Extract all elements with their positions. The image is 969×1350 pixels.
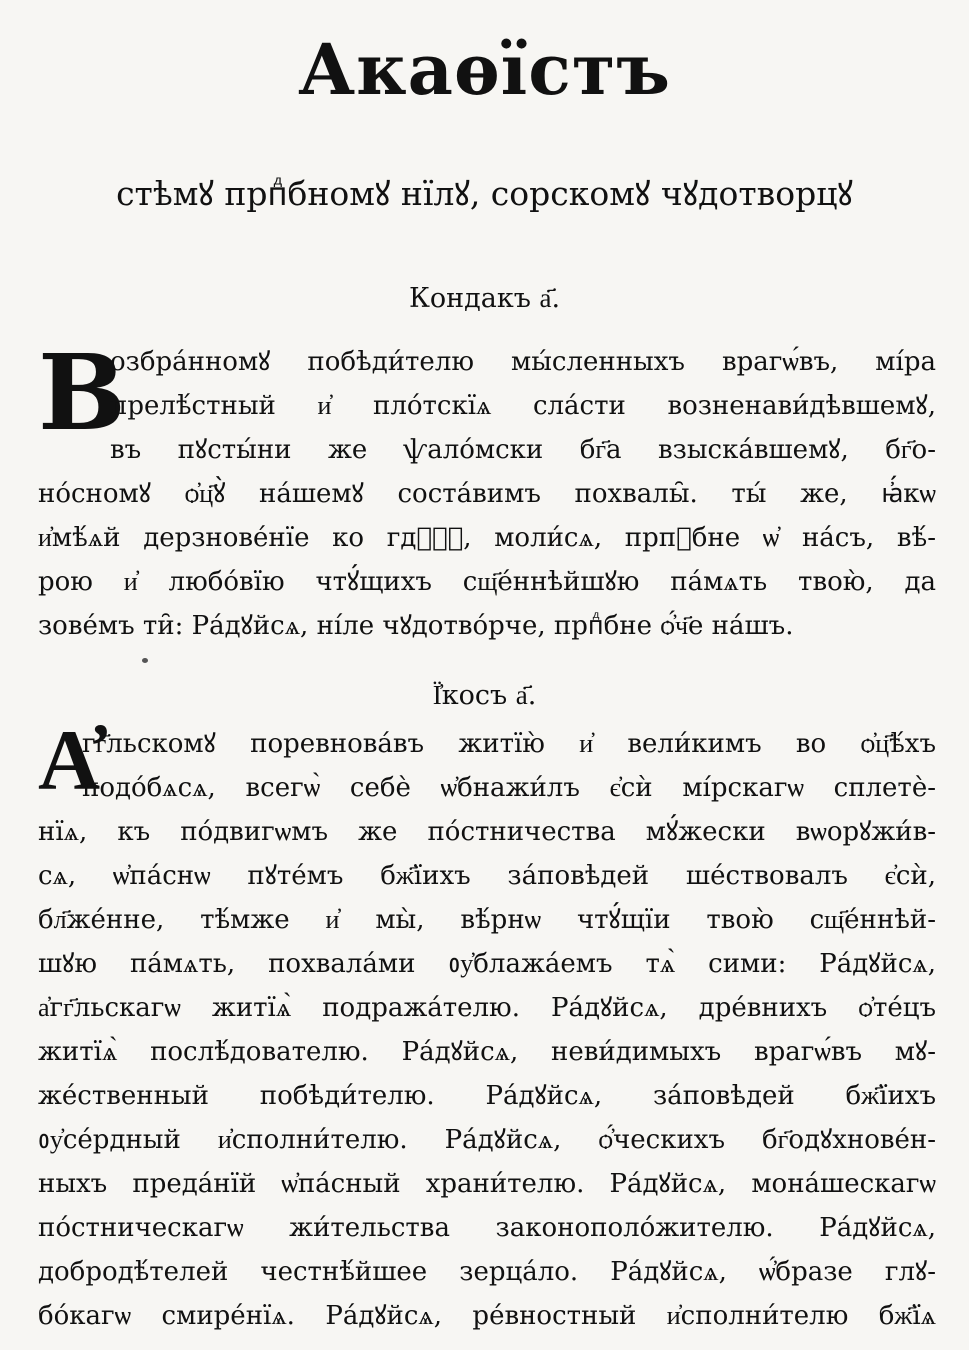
- ikos-text: [38, 722, 936, 1338]
- ikos-line: подо́бѧсѧ, всегѡ̀ себѐ ѡ҆бнажи́лъ є҆сѝ мі́рскагѡ сплетѐ-: [82, 773, 936, 803]
- ikos-line: шꙋю па́мѧть, похвала́ми ᲂу҆блажа́емъ тѧ̀ сими: Ра́дꙋйсѧ,: [38, 949, 936, 979]
- ikos-line: а҆гг҃льскагѡ житїѧ̀ подража́телю. Ра́дꙋйсѧ, дре́внихъ ѻ҆те́цъ: [38, 993, 936, 1023]
- kondak-line: озбра́нномꙋ побѣди́телю мы́сленныхъ врагѡ́въ, мі́ра: [110, 347, 936, 377]
- kondak-line: зове́мъ ти̑: Ра́дꙋйсѧ, ні́ле чꙋдотво́рче, прпⷣбне ѻ҆́ч҃е на́шъ.: [38, 611, 794, 641]
- ikos-heading: Ї҆косъ а҃.: [432, 680, 537, 711]
- page-title: Акаѳїстъ: [298, 28, 671, 111]
- ikos-line: нїѧ, къ по́двигѡмъ же по́стничества мꙋ́жески вѡорꙋжи́в-: [38, 817, 936, 847]
- kondak-line: но́сномꙋ ѻ҆ц҃ꙋ̀ на́шемꙋ соста́вимъ похвалы̑. ты́ же, ꙗ҆́кѡ: [38, 479, 936, 509]
- ikos-line: по́стническагѡ жи́тельства законополо́жителю. Ра́дꙋйсѧ,: [38, 1213, 936, 1243]
- page-subtitle: стѣмꙋ прпⷣбномꙋ нїлꙋ, сорскомꙋ чꙋдотворцꙋ: [116, 174, 853, 213]
- ikos-line: житїѧ̀ послѣ́дователю. Ра́дꙋйсѧ, неви́димыхъ врагѡ́въ мꙋ-: [38, 1037, 936, 1067]
- ikos-line: ᲂу҆се́рдный и҆сполни́телю. Ра́дꙋйсѧ, ѻ҆́ческихъ бг҃одꙋхнове́н-: [38, 1125, 936, 1155]
- kondak-line: рою и҆ любо́вїю чтꙋ́щихъ сщ҃е́ннѣйшꙋю па́мѧть твою̀, да: [38, 567, 936, 597]
- ikos-line: бо́кагѡ смире́нїѧ. Ра́дꙋйсѧ, ре́вностный и҆сполни́телю бж҃їѧ: [38, 1301, 936, 1331]
- kondak-line: прелѣ́стный и҆ пло́тскїѧ сла́сти возненави́дѣвшемꙋ,: [110, 391, 936, 421]
- ikos-line: же́ственный побѣди́телю. Ра́дꙋйсѧ, за́повѣдей бж҃їихъ: [38, 1081, 936, 1111]
- kondak-heading: Кондакъ а҃.: [408, 283, 561, 314]
- ikos-line: бл҃же́нне, тѣ́мже и҆ мы̀, вѣ́рнѡ чтꙋ́щїи твою̀ сщ҃е́ннѣй-: [38, 905, 936, 935]
- ikos-line: добродѣ́телей честнѣ́йшее зерца́ло. Ра́дꙋйсѧ, ѡ҆́бразе глꙋ-: [38, 1257, 936, 1287]
- kondak-drop-cap: В: [38, 331, 126, 454]
- ikos-line: ныхъ преда́нїй ѡ҆па́сный храни́телю. Ра́дꙋйсѧ, мона́шескагѡ: [38, 1169, 936, 1199]
- ink-speck: [142, 658, 148, 663]
- kondak-text: [38, 331, 936, 648]
- kondak-line: въ пꙋсты́ни же ѱало́мски бг҃а взыска́вшемꙋ, бг҃о-: [110, 435, 936, 465]
- kondak-line: и҆мѣ́ѧй дерзнове́нїе ко гдⷭ҇ꙋ, моли́сѧ, прпⷣбне ѡ҆ на́съ, вѣ́-: [38, 523, 936, 553]
- ikos-drop-cap: А҆: [38, 709, 101, 810]
- ikos-line: гг҃льскомꙋ поревнова́въ житїю̀ и҆ вели́кимъ во ѻ҆ц҃ѣ́хъ: [82, 729, 936, 759]
- ikos-line: сѧ, ѡ҆па́снѡ пꙋте́мъ бж҃їихъ за́повѣдей ше́ствовалъ є҆сѝ,: [38, 861, 936, 891]
